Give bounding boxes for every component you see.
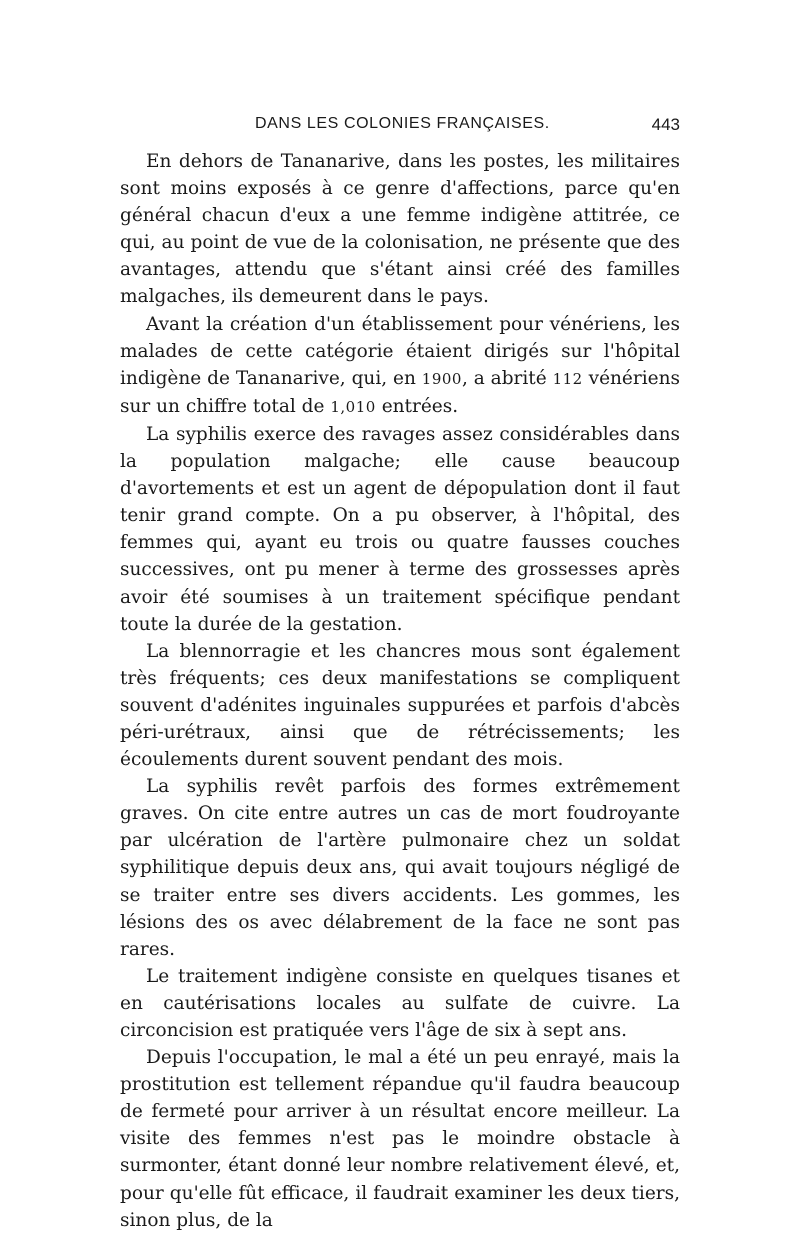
paragraph-indigenous-treatment: Le traitement indigène consiste en quelques tisanes et en cautérisations locales au sulfate de cuivre. La circoncision est pratiquée vers l'âge de six à sept ans. xyxy=(120,965,680,1041)
page-number: 443 xyxy=(651,115,680,134)
paragraph-syphilis-ravages: La syphilis exerce des ravages assez considérables dans la population malgache; elle cause beaucoup d'avortements et est un agent de dépopulation dont il faut tenir grand compte. On a pu observer, à l'hôpital, des femmes qui, ayant eu trois ou quatre fausses couches successives, ont pu mener à terme des grossesses après avoir été soumises à un traitement spécifique pendant toute la durée de la gestation. xyxy=(120,423,680,635)
paragraph-venereal-hospital xyxy=(120,311,680,421)
running-header xyxy=(140,115,680,143)
year-value: 1900 xyxy=(421,369,462,388)
venereal-count: 112 xyxy=(552,369,583,388)
paragraph-text-segment: , a abrité xyxy=(461,367,553,389)
running-title: DANS LES COLONIES FRANÇAISES. xyxy=(255,115,550,132)
paragraph-text-segment: vénériens sur un chiffre total de xyxy=(120,367,680,417)
total-admissions: 1,010 xyxy=(330,397,376,416)
paragraph-text-segment: Avant la création d'un établissement pour vénériens, les malades de cette catégorie étaient dirigés sur l'hôpital indigène de Tananarive, qui, en xyxy=(120,313,680,389)
paragraph-text-segment: entrées. xyxy=(375,395,459,417)
body-text xyxy=(120,148,680,1234)
paragraph-syphilis-forms: La syphilis revêt parfois des formes extrêmement graves. On cite entre autres un cas de mort foudroyante par ulcération de l'artère pulmonaire chez un soldat syphilitique depuis deux ans, qui avait toujours négligé de se traiter entre ses divers accidents. Les gommes, les lésions des os avec délabrement de la face ne sont pas rares. xyxy=(120,776,680,960)
paragraph-blennorrhagia: La blennorragie et les chancres mous sont également très fréquents; ces deux manifestations se compliquent souvent d'adénites inguinales suppurées et parfois d'abcès péri-urétraux, ainsi que de rétrécissements; les écoulements durent souvent pendant des mois. xyxy=(120,640,680,771)
paragraph-occupation: Depuis l'occupation, le mal a été un peu enrayé, mais la prostitution est tellement répandue qu'il faudra beaucoup de fermeté pour arriver à un résultat encore meilleur. La visite des femmes n'est pas le moindre obstacle à surmonter, étant donné leur nombre relativement élevé, et, pour qu'elle fût efficace, il faudrait examiner les deux tiers, sinon plus, de la xyxy=(120,1047,680,1231)
paragraph-tananarive-posts: En dehors de Tananarive, dans les postes, les militaires sont moins exposés à ce genre d'affections, parce qu'en général chacun d'eux a une femme indigène attitrée, ce qui, au point de vue de la colonisation, ne présente que des avantages, attendu que s'étant ainsi créé des familles malgaches, ils demeurent dans le pays. xyxy=(120,151,680,308)
